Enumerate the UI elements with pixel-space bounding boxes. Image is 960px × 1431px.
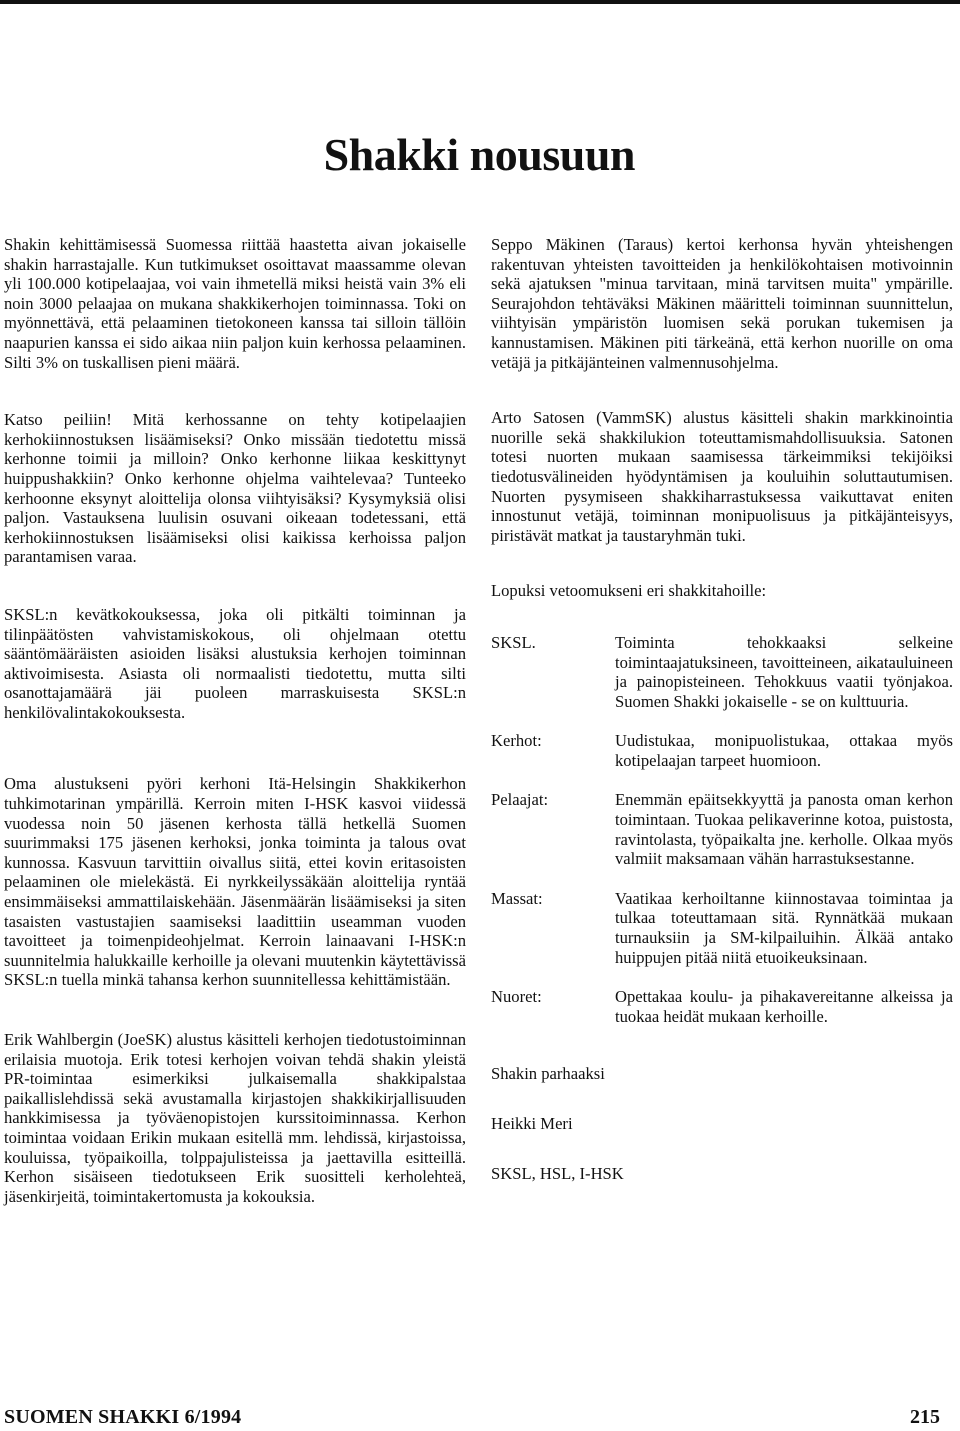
paragraph-own-presentation: Oma alustukseni pyöri kerhoni Itä-Helsingin Shakkikerhon tuhkimotarinan ympärillä. Kerroin miten I-HSK kasvoi viidessä vuodessa noin 50 jäsenen kerhosta tällä hetkellä Suomen suurimmaksi 175 jäsenen kerhoksi, jonka toiminta ja talous ovat kunnossa. Kasvuun tarvittiin oivallus siitä, ettei kovin eritasoisten pelaaminen ole mielekästä. Ei nyrkkeilyssäkään aloittelija ryntää ensimmäiseksi ammattilaiskehään. Jäsenmäärän lisäämiseksi ja siten tasaisten vastustajien saamiseksi laadittiin useamman vuoden tavoitteet ja toimenpideohjelmat. Kerroin lainaavani I-HSK:n suunnitelmia halukkaille kerhoille ja olevani muutenkin käytettävissä SKSL:n tuella minkä tahansa kerhon suunnitellessa kehittämistään. [4,774,466,990]
left-column [4,235,466,1206]
page-number: 215 [910,1406,940,1428]
appeal-item-nuoret [491,987,953,1026]
paragraph-arto-satonen: Arto Satosen (VammSK) alustus käsitteli shakin markkinointia nuorille sekä shakkilukion toteuttamismahdollisuuksia. Satonen totesi nuorten mukaan saamisessa tärkeimmiksi tekijöiksi tiedotusvälineiden hyödyntämisen ja kouluihin soluttautumisen. Nuorten pysymiseen shakkiharrastuksessa vaikuttavat eniten innostunut vetäjä, toiminnan monipuolisuus ja pitkäjänteisyys, piristävät matkat ja taustaryhmän tuki. [491,408,953,545]
closing-line: Shakin parhaaksi [491,1064,605,1084]
appeal-item-pelaajat [491,790,953,868]
appeal-text: Opettakaa koulu- ja pihakavereitanne alkeissa ja tuokaa heidät mukaan kerhoille. [615,987,953,1026]
appeal-item-kerhot [491,731,953,770]
article-title: Shakki nousuun [323,129,635,180]
author-name: Heikki Meri [491,1114,573,1133]
appeals-list [491,633,953,1027]
author-affiliation: SKSL, HSL, I-HSK [491,1163,624,1183]
paragraph-appeal-intro: Lopuksi vetoomukseni eri shakkitahoille: [491,581,767,601]
appeal-label: Nuoret: [491,987,542,1007]
paragraph-questions: Katso peiliin! Mitä kerhossanne on tehty kotipelaajien kerhokiinnostuksen lisäämiseksi? Onko missään tiedotettu missä kerhonne toimii ja milloin? Onko kerhonne liikaa keskittynyt huippushakkiin? Onko kerhonne ohjelma vaihtelevaa? Tunteeko kerhoonne eksynyt aloittelija olonsa viihtyisäksi? Kysymyksiä olisi paljon. Vastauksena luulisin osuvani oikeaan todetessani, että kerhokiinnostuksen lisäämiseksi olisi kaikissa kerhoissa paljon parantamisen varaa. [4,410,466,567]
paragraph-intro: Shakin kehittämisessä Suomessa riittää haastetta aivan jokaiselle shakin harrastajalle. Kun tutkimukset osoittavat maassamme olevan yli 100.000 kotipelaajaa, voi vain ihmetellä miksi heistä vain 3% eli noin 3000 pelaajaa on mukana shakkikerhojen toiminnassa. Toki on myönnettävä, että pelaaminen tietokoneen kanssa tai silloin tällöin naapurien kanssa ei sido aikaa niin paljon kuin kerhossa pelaaminen. Silti 3% on tuskallisen pieni määrä. [4,235,466,372]
appeal-text: Uudistukaa, monipuolistukaa, ottakaa myös kotipelaajan tarpeet huomioon. [615,731,953,770]
top-rule [0,0,960,4]
appeal-label: SKSL. [491,632,536,652]
appeal-text: Vaatikaa kerhoiltanne kiinnostavaa toimintaa ja tulkaa toteuttamaan sitä. Rynnätkää mukaan turnauksiin ja SM-kilpailuihin. Älkää antako huippujen pitää niitä etuoikeuksinaan. [615,888,953,967]
appeal-item-sksl [491,633,953,711]
appeal-label: Kerhot: [491,731,542,751]
paragraph-seppo-makinen: Seppo Mäkinen (Taraus) kertoi kerhonsa hyvän yhteishengen rakentuvan yhteisten tavoitteiden ja henkilökohtaisen motivoinnin sekä ajatuksen "minua tarvitaan, minä tarvitsen muita" ympärille. Seurajohdon tehtäväksi Mäkinen määritteli toiminnan suunnittelun, viihtyisän ympäristön luomisen sekä porukan tukemisen ja kannustamisen. Mäkinen piti tärkeänä, että kerhon nuorille on oma vetäjä ja pitkäjänteinen valmennusohjelma. [491,235,953,372]
appeal-label: Massat: [491,888,543,908]
appeal-label: Pelaajat: [491,790,549,810]
right-column [491,235,953,1183]
appeal-text: Toiminta tehokkaaksi selkeine toimintaajatuksineen, tavoitteineen, aikatauluineen ja painopisteineen. Tehokkuus vaatii työnjakoa. Suomen Shakki jokaiselle - se on kulttuuria. [615,632,953,711]
paragraph-erik-wahlberg: Erik Wahlbergin (JoeSK) alustus käsitteli kerhojen tiedotustoiminnan erilaisia muotoja. Erik totesi kerhojen voivan tehdä shakin yleistä PR-toimintaa esimerkiksi julkaisemalla shakkipalstaa paikallislehdissä sekä avustamalla kirjastojen shakkikirjallisuuden hankkimisessa ja työväenopistojen kurssitoiminnassa. Kerhon toimintaa voidaan Erikin mukaan esitellä mm. lehdissä, kirjastoissa, kouluissa, työpaikoilla, tolppajulisteissa ja jaettavilla esitteillä. Kerhon sisäiseen tiedotukseen Erik suositteli kerholehteä, jäsenkirjeitä, toimintakertomusta ja kokouksia. [4,1030,466,1206]
signature-block [491,1064,953,1183]
appeal-item-massat [491,889,953,967]
paragraph-spring-meeting: SKSL:n kevätkokouksessa, joka oli pitkälti toiminnan ja tilinpäätösten vahvistamiskokous, oli ohjelmaan otettu sääntömääräisten asioiden lisäksi alustuksia kerhojen toiminnan aktivoimisesta. Asiasta oli normaalisti tiedotettu, mutta silti osanottajamäärä jäi puoleen marraskuisesta SKSL:n henkilövalintakokouksesta. [4,604,466,722]
appeal-text: Enemmän epäitsekkyyttä ja panosta oman kerhon toimintaan. Tuokaa pelikaverinne kotoa, puistosta, ravintolasta, työpaikalta jne. kerholle. Olkaa myös valmiit maksamaan vähän harrastuksestanne. [615,790,953,869]
publication-footer: SUOMEN SHAKKI 6/1994 [4,1406,242,1428]
